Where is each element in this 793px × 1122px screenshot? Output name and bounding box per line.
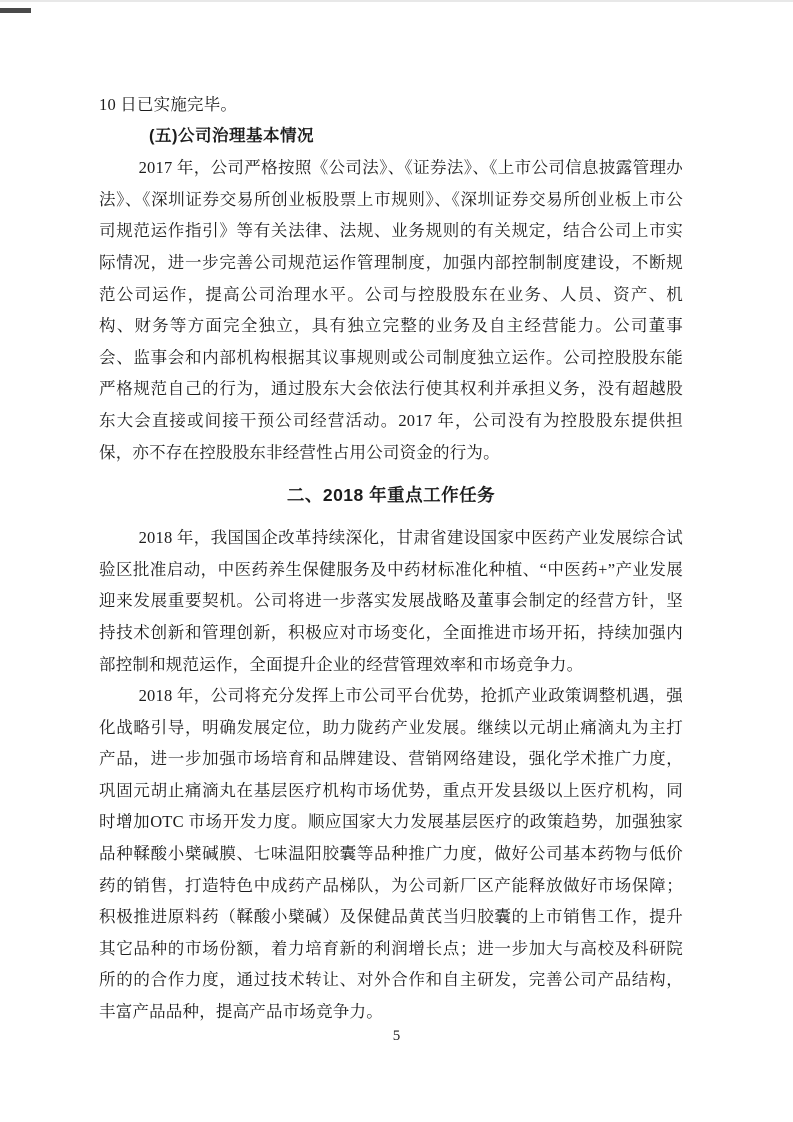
page-footer	[0, 1026, 793, 1046]
scan-corner-artifact	[0, 8, 31, 13]
page-content	[99, 89, 683, 1028]
paragraph-2018-outlook-company: 2018 年，公司将充分发挥上市公司平台优势，抢抓产业政策调整机遇，强化战略引导，明确发展定位，助力陇药产业发展。继续以元胡止痛滴丸为主打产品，进一步加强市场培育和品牌建设、营销网络建设，强化学术推广力度，巩固元胡止痛滴丸在基层医疗机构市场优势，重点开发县级以上医疗机构，同时增加OTC 市场开发力度。顺应国家大力发展基层医疗的政策趋势，加强独家品种鞣酸小檗碱膜、七味温阳胶囊等品种推广力度，做好公司基本药物与低价药的销售，打造特色中成药产品梯队，为公司新厂区产能释放做好市场保障；积极推进原料药（鞣酸小檗碱）及保健品黄芪当归胶囊的上市销售工作，提升其它品种的市场份额，着力培育新的利润增长点；进一步加大与高校及科研院所的的合作力度，通过技术转让、对外合作和自主研发，完善公司产品结构，丰富产品品种，提高产品市场竞争力。	[99, 686, 683, 1022]
paragraph-governance: 2017 年，公司严格按照《公司法》、《证券法》、《上市公司信息披露管理办法》、《深圳证券交易所创业板股票上市规则》、《深圳证券交易所创业板上市公司规范运作指引》等有关法律、法规、业务规则的有关规定，结合公司上市实际情况，进一步完善公司规范运作管理制度，加强内部控制制度建设，不断规范公司运作，提高公司治理水平。公司与控股股东在业务、人员、资产、机构、财务等方面完全独立，具有独立完整的业务及自主经营能力。公司董事会、监事会和内部机构根据其议事规则或公司制度独立运作。公司控股股东能严格规范自己的行为，通过股东大会依法行使其权利并承担义务，没有超越股东大会直接或间接干预公司经营活动。2017 年，公司没有为控股股东提供担保，亦不存在控股股东非经营性占用公司资金的行为。	[99, 158, 683, 462]
heading-governance-overview: (五)公司治理基本情况	[149, 126, 314, 145]
scan-edge-artifact	[0, 0, 793, 2]
section-title-2018-key-tasks: 二、2018 年重点工作任务	[286, 485, 496, 506]
page-number: 5	[392, 1028, 401, 1044]
paragraph-continuation: 10 日已实施完毕。	[99, 95, 238, 114]
paragraph-2018-outlook-macro: 2018 年，我国国企改革持续深化，甘肃省建设国家中医药产业发展综合试验区批准启动，中医药养生保健服务及中药材标准化种植、“中医药+”产业发展迎来发展重要契机。公司将进一步落实发展战略及董事会制定的经营方针，坚持技术创新和管理创新，积极应对市场变化，全面推进市场开拓，持续加强内部控制和规范运作，全面提升企业的经营管理效率和市场竞争力。	[99, 528, 683, 674]
